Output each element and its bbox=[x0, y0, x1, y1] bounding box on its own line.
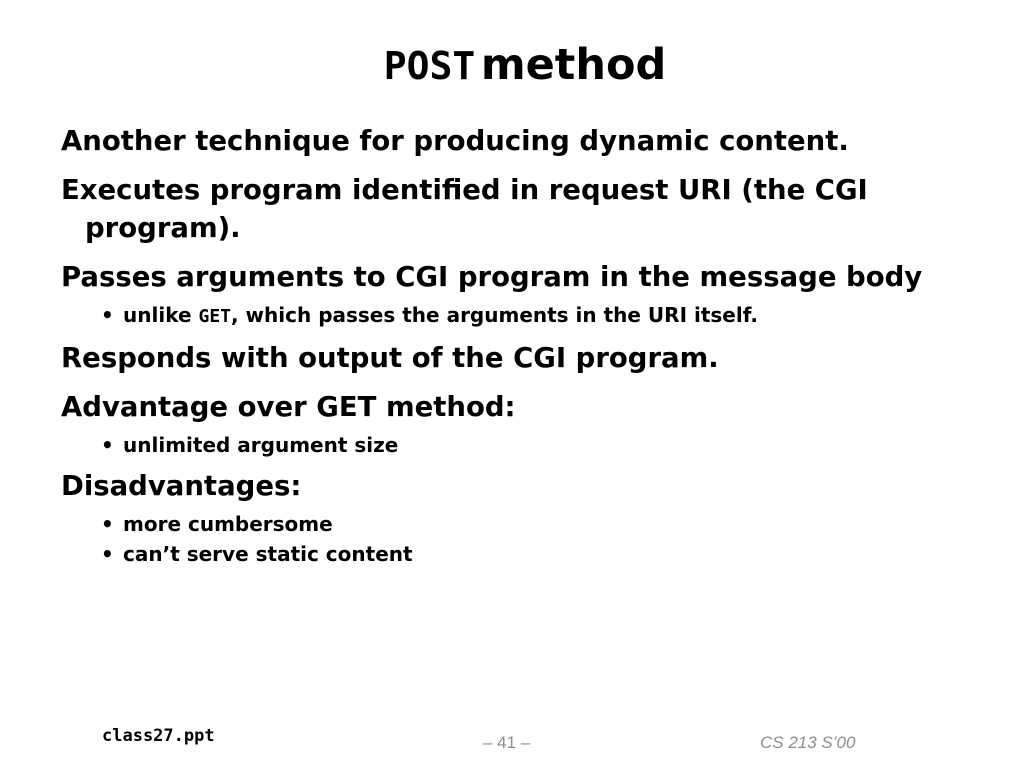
bullet-static-content bbox=[101, 540, 991, 568]
slide-title bbox=[0, 40, 1024, 90]
bullet-dot: • bbox=[101, 542, 114, 566]
paragraph-responds: Responds with output of the CGI program. bbox=[61, 342, 719, 374]
footer-page-number: – 41 – bbox=[483, 733, 531, 752]
bullet-unlike-prefix: unlike bbox=[123, 303, 199, 327]
slide-body bbox=[61, 122, 991, 576]
paragraph-advantage: Advantage over GET method: bbox=[61, 391, 516, 423]
bullet-cumbersome bbox=[101, 510, 991, 538]
bullet-dot: • bbox=[101, 303, 114, 327]
bullet-dot: • bbox=[101, 512, 114, 536]
title-code: POST bbox=[383, 44, 476, 88]
paragraph-executes-program: Executes program identified in request URI (the CGI program). bbox=[61, 174, 868, 244]
paragraph-passes-arguments: Passes arguments to CGI program in the message body bbox=[61, 261, 923, 293]
bullet-get-code: GET bbox=[198, 306, 231, 327]
bullet-unlimited-text: unlimited argument size bbox=[123, 433, 399, 457]
title-word: method bbox=[480, 40, 667, 90]
paragraph-dynamic-content: Another technique for producing dynamic content. bbox=[61, 125, 849, 157]
bullet-cumbersome-text: more cumbersome bbox=[123, 512, 333, 536]
bullet-unlike-get bbox=[101, 301, 991, 331]
bullet-static-text: can’t serve static content bbox=[123, 542, 413, 566]
bullet-unlimited-size bbox=[101, 431, 991, 459]
paragraph-disadvantages: Disadvantages: bbox=[61, 470, 302, 502]
bullet-unlike-suffix: , which passes the arguments in the URI itself. bbox=[231, 303, 758, 327]
bullet-dot: • bbox=[101, 433, 114, 457]
footer-filename: class27.ppt bbox=[102, 726, 215, 746]
footer-course: CS 213 S’00 bbox=[760, 733, 856, 752]
